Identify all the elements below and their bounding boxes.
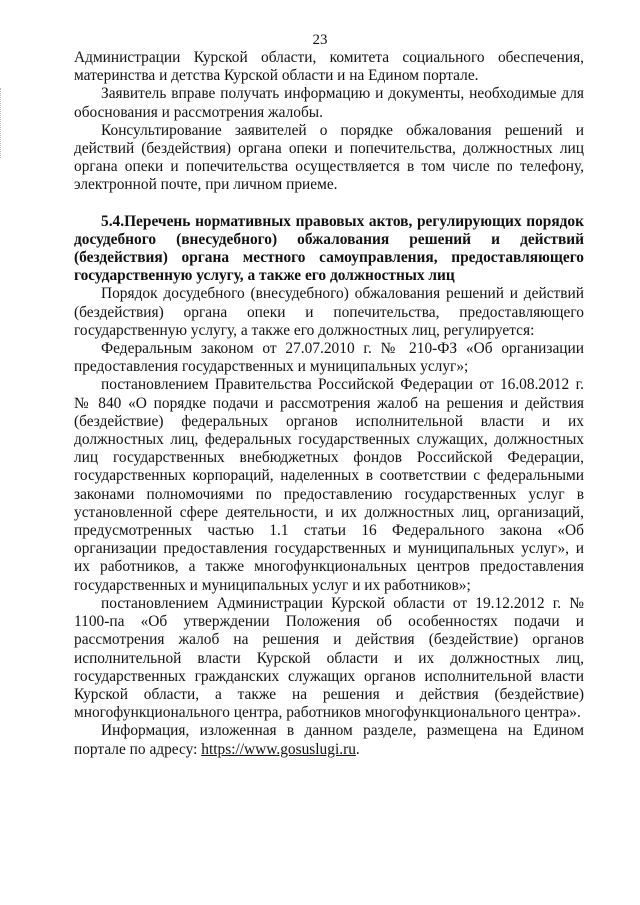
page-number: 23 xyxy=(312,32,328,48)
section-heading: 5.4.Перечень нормативных правовых актов, регулирующих порядок досудебного (внесудебного) обжалования решений и действий (бездействия) органа местного самоуправления, предоставляющего государственную услугу, а также его должностных лиц xyxy=(74,212,584,285)
paragraph-procedure: Порядок досудебного (внесудебного) обжалования решений и действий (бездействия) органа опеки и попечительства, предоставляющего государственную услугу, а также его должностных лиц, регулируется: xyxy=(74,285,584,339)
paragraph-government-decree: постановлением Правительства Российской Федерации от 16.08.2012 г. № 840 «О порядке подачи и рассмотрения жалоб на решения и действия (бездействие) федеральных органов исполнительной власти и их должностных лиц, федеральных государственных служащих, должностных лиц государственных внебюджетных фондов Российской Федерации, государственных корпораций, наделенных в соответствии с федеральными законами полномочиями по предоставлению государственных услуг в установленной сфере деятельности, и их должностных лиц, организаций, предусмотренных частью 1.1 статьи 16 Федерального закона «Об организации предоставления государственных и муниципальных услуг», и их работников, а также многофункциональных центров предоставления государственных и муниципальных услуг и их работников»; xyxy=(74,376,584,594)
paragraph-regional-decree: постановлением Администрации Курской области от 19.12.2012 г. № 1100-па «Об утверждении Положения об особенностях подачи и рассмотрения жалоб на решения и действия (бездействие) органов исполнительной власти Курской области и их должностных лиц, государственных гражданских служащих органов исполнительной власти Курской области, а также на решения и действия (бездействие) многофункционального центра, работников многофункционального центра». xyxy=(74,594,584,722)
document-body xyxy=(74,49,584,759)
paragraph-federal-law: Федеральным законом от 27.07.2010 г. № 210-ФЗ «Об организации предоставления государственных и муниципальных услуг»; xyxy=(74,340,584,376)
paragraph-applicant-rights: Заявитель вправе получать информацию и документы, необходимые для обоснования и рассмотрения жалобы. xyxy=(74,85,584,121)
paragraph-continuation: Администрации Курской области, комитета социального обеспечения, материнства и детства Курской области и на Едином портале. xyxy=(74,49,584,85)
scan-edge-mark xyxy=(0,88,3,158)
portal-info-text: Информация, изложенная в данном разделе, размещена на Едином портале по адресу: xyxy=(74,722,584,758)
paragraph-consulting: Консультирование заявителей о порядке обжалования решений и действий (бездействия) органа опеки и попечительства, должностных лиц органа опеки и попечительства осуществляется в том числе по телефону, электронной почте, при личном приеме. xyxy=(74,121,584,194)
portal-info-end: . xyxy=(355,740,360,758)
paragraph-portal-info xyxy=(74,722,584,758)
gosuslugi-link[interactable]: https://www.gosuslugi.ru xyxy=(201,740,356,758)
